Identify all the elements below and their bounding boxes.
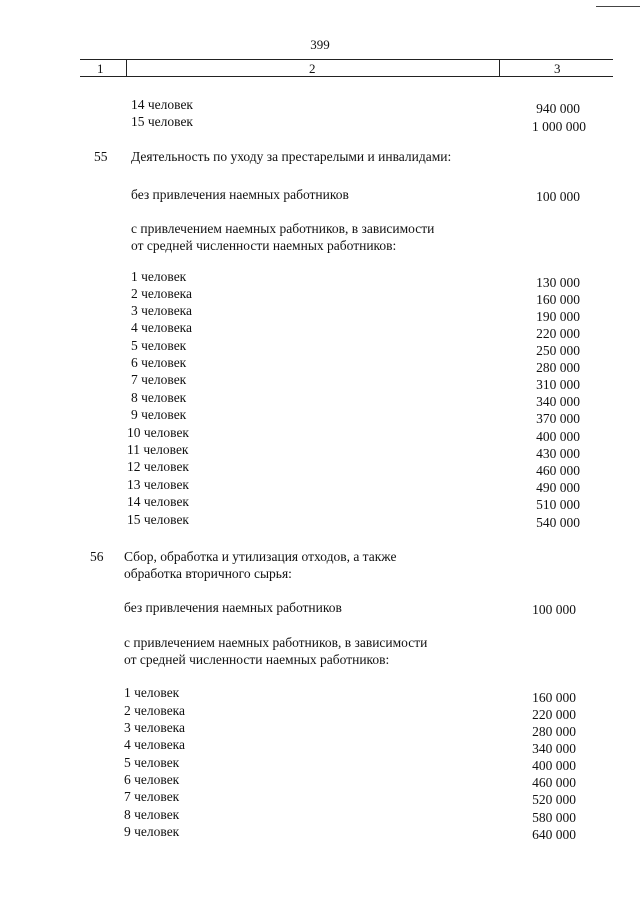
row-label: 3 человека bbox=[131, 303, 193, 318]
header-rule-top bbox=[80, 59, 613, 60]
row-value: 220 000 bbox=[532, 707, 576, 722]
row-value: 430 000 bbox=[536, 446, 580, 461]
header-divider-2 bbox=[499, 59, 500, 77]
row-label: 13 человек bbox=[127, 477, 189, 492]
row-label: 4 человека bbox=[131, 320, 193, 335]
with-employees-line: от средней численности наемных работников: bbox=[124, 652, 390, 667]
row-value: 160 000 bbox=[532, 690, 576, 705]
row-value: 460 000 bbox=[536, 463, 580, 478]
row-value: 400 000 bbox=[532, 758, 576, 773]
with-employees-line: с привлечением наемных работников, в зависимости bbox=[131, 221, 435, 236]
section-title-56: Сбор, обработка и утилизация отходов, а также bbox=[124, 549, 397, 564]
row-label: 2 человека bbox=[124, 703, 186, 718]
row-value: 220 000 bbox=[536, 326, 580, 341]
row-value: 510 000 bbox=[536, 497, 580, 512]
row-value: 250 000 bbox=[536, 343, 580, 358]
row-value: 400 000 bbox=[536, 429, 580, 444]
row-value: 310 000 bbox=[536, 377, 580, 392]
row-label: 4 человека bbox=[124, 737, 186, 752]
row-value: 580 000 bbox=[532, 810, 576, 825]
row-label: 5 человек bbox=[124, 755, 180, 770]
row-label: 14 человек bbox=[131, 97, 193, 112]
row-value: 190 000 bbox=[536, 309, 580, 324]
no-employees-label: без привлечения наемных работников bbox=[131, 187, 349, 202]
section-title-56-cont: обработка вторичного сырья: bbox=[124, 566, 292, 581]
header-col-1: 1 bbox=[97, 61, 104, 76]
row-value: 540 000 bbox=[536, 515, 580, 530]
row-value: 370 000 bbox=[536, 411, 580, 426]
row-label: 15 человек bbox=[127, 512, 189, 527]
row-label: 12 человек bbox=[127, 459, 189, 474]
section-title-55: Деятельность по уходу за престарелыми и инвалидами: bbox=[131, 149, 452, 164]
with-employees-line: с привлечением наемных работников, в зависимости bbox=[124, 635, 428, 650]
row-label: 7 человек bbox=[124, 789, 180, 804]
row-value: 940 000 bbox=[536, 101, 580, 116]
row-value: 340 000 bbox=[532, 741, 576, 756]
row-value: 280 000 bbox=[536, 360, 580, 375]
no-employees-value: 100 000 bbox=[536, 189, 580, 204]
page-number: 399 bbox=[310, 37, 330, 52]
table-header bbox=[80, 59, 613, 77]
row-label: 15 человек bbox=[131, 114, 193, 129]
row-label: 6 человек bbox=[124, 772, 180, 787]
row-label: 6 человек bbox=[131, 355, 187, 370]
row-label: 1 человек bbox=[124, 685, 180, 700]
row-value: 280 000 bbox=[532, 724, 576, 739]
row-label: 11 человек bbox=[127, 442, 189, 457]
header-divider-1 bbox=[126, 59, 127, 77]
row-label: 3 человека bbox=[124, 720, 186, 735]
no-employees-value: 100 000 bbox=[532, 602, 576, 617]
header-col-3: 3 bbox=[554, 61, 561, 76]
section-number-55: 55 bbox=[94, 149, 108, 164]
row-value: 640 000 bbox=[532, 827, 576, 842]
row-label: 8 человек bbox=[124, 807, 180, 822]
row-label: 10 человек bbox=[127, 425, 189, 440]
row-value: 460 000 bbox=[532, 775, 576, 790]
header-rule-bottom bbox=[80, 76, 613, 77]
row-label: 1 человек bbox=[131, 269, 187, 284]
with-employees-line: от средней численности наемных работников: bbox=[131, 238, 397, 253]
row-value: 520 000 bbox=[532, 792, 576, 807]
section-number-56: 56 bbox=[90, 549, 104, 564]
row-label: 2 человека bbox=[131, 286, 193, 301]
no-employees-label: без привлечения наемных работников bbox=[124, 600, 342, 615]
row-value: 1 000 000 bbox=[532, 119, 586, 134]
header-col-2: 2 bbox=[309, 61, 316, 76]
row-label: 5 человек bbox=[131, 338, 187, 353]
row-value: 490 000 bbox=[536, 480, 580, 495]
row-label: 8 человек bbox=[131, 390, 187, 405]
row-label: 7 человек bbox=[131, 372, 187, 387]
row-label: 14 человек bbox=[127, 494, 189, 509]
corner-rule bbox=[596, 6, 640, 7]
row-value: 160 000 bbox=[536, 292, 580, 307]
row-label: 9 человек bbox=[124, 824, 180, 839]
row-label: 9 человек bbox=[131, 407, 187, 422]
row-value: 130 000 bbox=[536, 275, 580, 290]
row-value: 340 000 bbox=[536, 394, 580, 409]
